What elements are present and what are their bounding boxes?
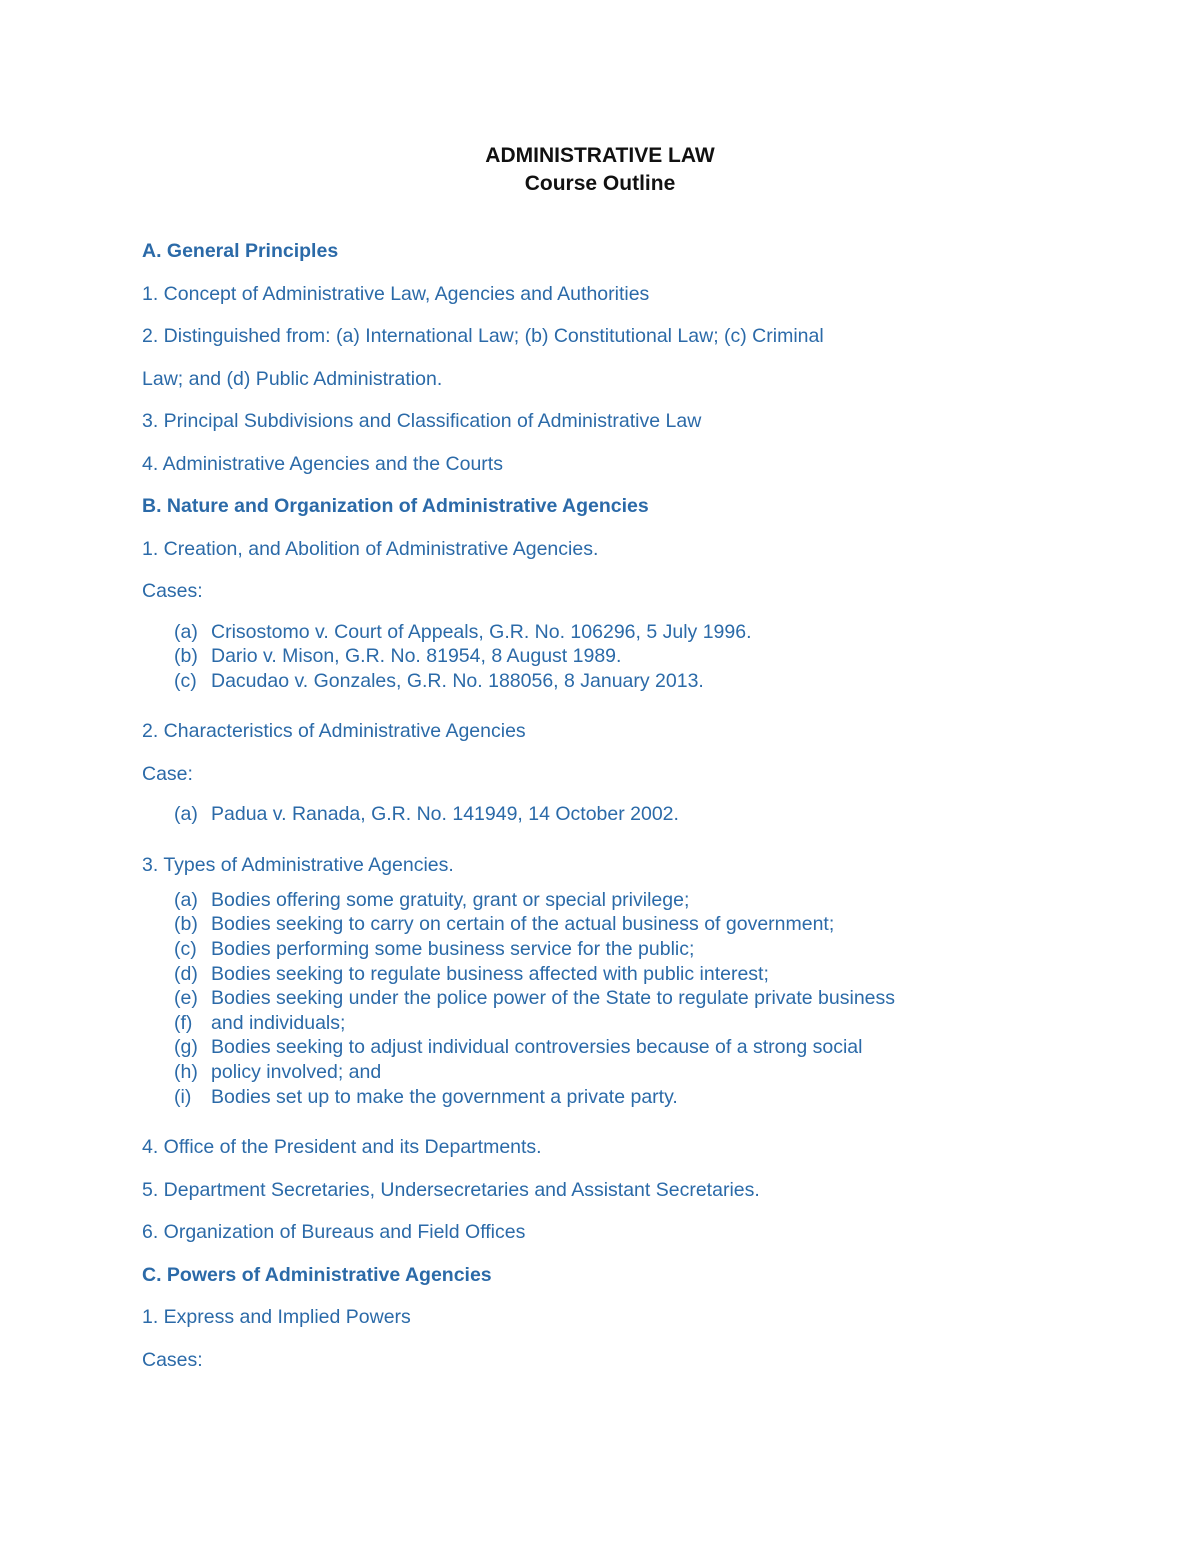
section-a-item-2-line-2: Law; and (d) Public Administration. bbox=[142, 367, 443, 390]
agency-type: Bodies seeking under the police power of the State to regulate private business bbox=[211, 987, 896, 1010]
section-b-item-6: 6. Organization of Bureaus and Field Offices bbox=[142, 1221, 526, 1244]
section-b-item-4: 4. Office of the President and its Departments. bbox=[142, 1136, 542, 1159]
list-marker: (a) bbox=[174, 888, 198, 911]
list-marker: (c) bbox=[174, 669, 197, 692]
case-citation: Padua v. Ranada, G.R. No. 141949, 14 October 2002. bbox=[211, 803, 679, 826]
outline-body bbox=[142, 237, 1082, 1388]
case-label: Case: bbox=[142, 762, 193, 785]
list-item bbox=[142, 1035, 1082, 1060]
section-b-item-5: 5. Department Secretaries, Undersecretaries and Assistant Secretaries. bbox=[142, 1178, 760, 1201]
b2-case-list bbox=[142, 802, 1082, 827]
list-marker: (b) bbox=[174, 913, 198, 936]
section-a-item-1: 1. Concept of Administrative Law, Agencies and Authorities bbox=[142, 282, 650, 305]
spacer bbox=[142, 827, 1082, 851]
section-b-heading: B. Nature and Organization of Administrative Agencies bbox=[142, 495, 649, 517]
list-marker: (a) bbox=[174, 803, 198, 826]
section-c-item-1: 1. Express and Implied Powers bbox=[142, 1306, 411, 1329]
agency-type: Bodies performing some business service for the public; bbox=[211, 938, 695, 961]
case-citation: Dario v. Mison, G.R. No. 81954, 8 August 1989. bbox=[211, 645, 622, 668]
case-citation: Crisostomo v. Court of Appeals, G.R. No. 106296, 5 July 1996. bbox=[211, 620, 752, 643]
cases-label: Cases: bbox=[142, 580, 203, 602]
list-item bbox=[142, 620, 1082, 645]
list-item bbox=[142, 912, 1082, 937]
list-item bbox=[142, 644, 1082, 669]
agency-type: Bodies offering some gratuity, grant or special privilege; bbox=[211, 888, 690, 911]
section-a-item-3: 3. Principal Subdivisions and Classification of Administrative Law bbox=[142, 410, 702, 432]
list-item bbox=[142, 802, 1082, 827]
agency-type: Bodies set up to make the government a private party. bbox=[211, 1085, 678, 1108]
list-item bbox=[142, 888, 1082, 913]
section-b-item-3: 3. Types of Administrative Agencies. bbox=[142, 853, 454, 876]
spacer bbox=[142, 693, 1082, 717]
list-item bbox=[142, 1011, 1082, 1036]
document-subtitle: Course Outline bbox=[524, 172, 676, 195]
list-marker: (a) bbox=[174, 620, 198, 643]
b1-case-list bbox=[142, 620, 1082, 694]
section-a-item-2-line-1: 2. Distinguished from: (a) International Law; (b) Constitutional Law; (c) Criminal bbox=[142, 325, 824, 347]
list-marker: (h) bbox=[174, 1061, 198, 1084]
section-b-item-2: 2. Characteristics of Administrative Agencies bbox=[142, 720, 526, 743]
list-marker: (g) bbox=[174, 1036, 198, 1059]
list-item bbox=[142, 669, 1082, 694]
list-marker: (i) bbox=[174, 1085, 192, 1108]
b3-types-list bbox=[142, 888, 1082, 1109]
agency-type: policy involved; and bbox=[211, 1061, 382, 1084]
list-item bbox=[142, 1085, 1082, 1110]
section-c-heading: C. Powers of Administrative Agencies bbox=[142, 1263, 492, 1286]
cases-label: Cases: bbox=[142, 1348, 203, 1371]
list-marker: (c) bbox=[174, 938, 197, 961]
section-a-heading: A. General Principles bbox=[142, 240, 339, 262]
spacer bbox=[142, 1109, 1082, 1133]
list-marker: (b) bbox=[174, 645, 198, 668]
case-citation: Dacudao v. Gonzales, G.R. No. 188056, 8 January 2013. bbox=[211, 669, 704, 692]
agency-type: Bodies seeking to carry on certain of the actual business of government; bbox=[211, 913, 835, 936]
agency-type: Bodies seeking to adjust individual controversies because of a strong social bbox=[211, 1036, 863, 1059]
agency-type: and individuals; bbox=[211, 1011, 346, 1034]
list-marker: (f) bbox=[174, 1011, 193, 1034]
list-item bbox=[142, 986, 1082, 1011]
list-marker: (d) bbox=[174, 962, 198, 985]
section-a-item-4: 4. Administrative Agencies and the Courts bbox=[142, 452, 503, 475]
list-item bbox=[142, 1060, 1082, 1085]
section-b-item-1: 1. Creation, and Abolition of Administrative Agencies. bbox=[142, 537, 599, 560]
document-title: ADMINISTRATIVE LAW bbox=[485, 144, 715, 167]
list-item bbox=[142, 962, 1082, 987]
list-marker: (e) bbox=[174, 987, 198, 1010]
list-item bbox=[142, 937, 1082, 962]
title-block bbox=[0, 142, 1200, 198]
agency-type: Bodies seeking to regulate business affected with public interest; bbox=[211, 962, 769, 985]
